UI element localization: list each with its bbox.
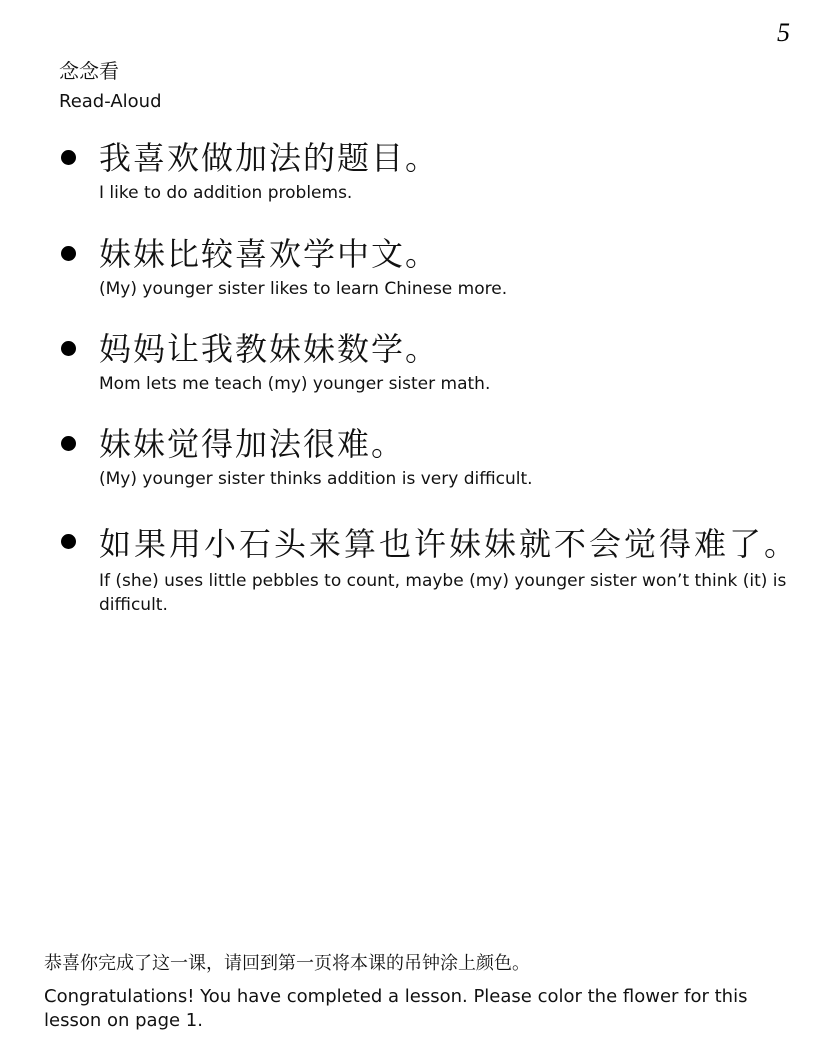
list-item	[59, 232, 816, 301]
bullet-icon	[61, 150, 76, 165]
sentence-english: Mom lets me teach (my) younger sister math.	[99, 374, 491, 394]
list-item	[59, 136, 816, 205]
sentence-chinese: 我喜欢做加法的题目。	[99, 139, 440, 177]
sentence-chinese: 妹妹比较喜欢学中文。	[99, 235, 440, 273]
page-number: 5	[777, 18, 790, 47]
sentence-chinese: 如果用小石头来算也许妹妹就不会觉得难了。	[99, 525, 800, 563]
bullet-icon	[61, 534, 76, 549]
sentence-english: If (she) uses little pebbles to count, maybe (my) younger sister won’t think (it) is difficult.	[99, 571, 787, 615]
completion-message-chinese: 恭喜你完成了这一课，请回到第一页将本课的吊钟涂上颜色。	[44, 953, 530, 974]
list-item	[59, 327, 816, 396]
bullet-icon	[61, 341, 76, 356]
bullet-icon	[61, 246, 76, 261]
bullet-icon	[61, 436, 76, 451]
sentence-chinese: 妈妈让我教妹妹数学。	[99, 330, 440, 368]
sentence-chinese: 妹妹觉得加法很难。	[99, 425, 406, 463]
section-heading	[59, 58, 162, 116]
list-item	[59, 422, 816, 491]
section-title-english: Read-Aloud	[59, 91, 162, 112]
completion-message-english: Congratulations! You have completed a lesson. Please color the flower for this lesson on page 1.	[44, 986, 748, 1031]
sentence-english: (My) younger sister thinks addition is very difficult.	[99, 469, 533, 489]
list-item	[59, 520, 816, 617]
completion-message	[44, 950, 794, 1033]
sentence-english: (My) younger sister likes to learn Chinese more.	[99, 279, 508, 299]
sentence-english: I like to do addition problems.	[99, 183, 353, 203]
section-title-chinese: 念念看	[59, 59, 119, 83]
